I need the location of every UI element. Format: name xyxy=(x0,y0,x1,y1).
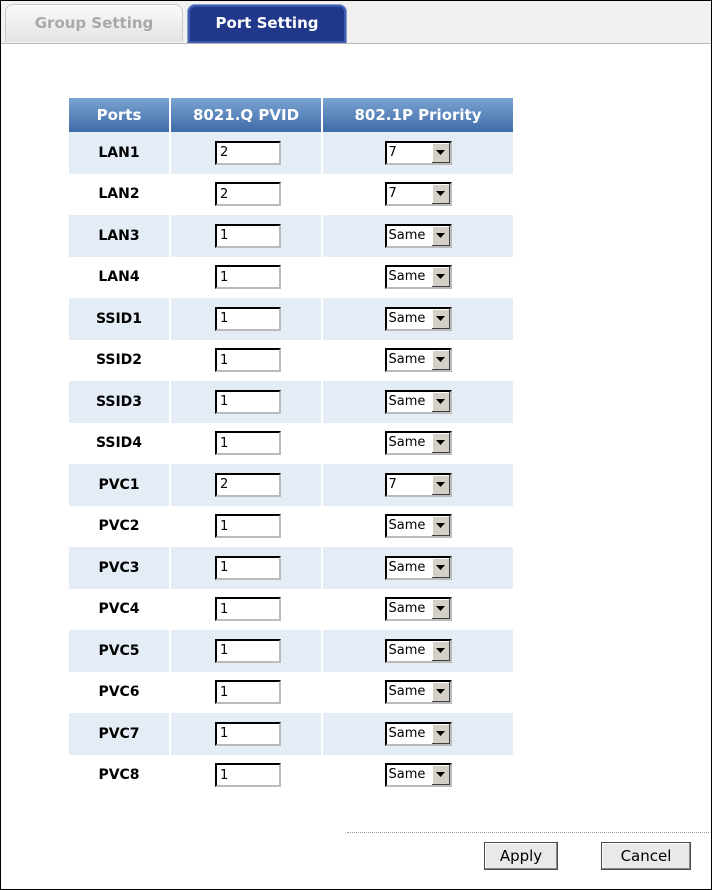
pvid-cell xyxy=(170,713,322,755)
priority-cell xyxy=(322,215,513,257)
pvid-cell xyxy=(170,464,322,506)
apply-button[interactable]: Apply xyxy=(484,842,558,870)
priority-select[interactable] xyxy=(385,348,452,372)
pvid-input[interactable] xyxy=(215,597,281,621)
table-row xyxy=(69,589,513,631)
table-row xyxy=(69,132,513,174)
header-priority: 802.1P Priority xyxy=(322,98,513,132)
pvid-input[interactable] xyxy=(215,431,281,455)
priority-select-value: Same xyxy=(388,684,426,700)
pvid-input[interactable] xyxy=(215,307,281,331)
priority-select-value: 7 xyxy=(388,144,397,160)
priority-select[interactable] xyxy=(385,639,452,663)
pvid-cell xyxy=(170,423,322,465)
table-row xyxy=(69,755,513,797)
pvid-input[interactable] xyxy=(215,224,281,248)
pvid-input[interactable] xyxy=(215,390,281,414)
pvid-cell xyxy=(170,755,322,797)
port-name: PVC8 xyxy=(69,755,170,797)
triangle-down-icon[interactable] xyxy=(431,682,450,702)
priority-select[interactable] xyxy=(385,473,452,497)
table-row xyxy=(69,630,513,672)
pvid-input[interactable] xyxy=(215,265,281,289)
table-row xyxy=(69,298,513,340)
pvid-cell xyxy=(170,257,322,299)
triangle-down-icon[interactable] xyxy=(431,350,450,370)
tab-group-setting[interactable]: Group Setting xyxy=(5,4,183,42)
header-pvid: 8021.Q PVID xyxy=(170,98,322,132)
priority-select-value: Same xyxy=(388,227,426,243)
priority-select[interactable] xyxy=(385,182,452,206)
priority-select-value: Same xyxy=(388,725,426,741)
priority-select[interactable] xyxy=(385,224,452,248)
port-name: PVC5 xyxy=(69,630,170,672)
pvid-cell xyxy=(170,630,322,672)
pvid-input[interactable] xyxy=(215,639,281,663)
port-name: SSID2 xyxy=(69,340,170,382)
priority-select[interactable] xyxy=(385,431,452,455)
port-name: SSID3 xyxy=(69,381,170,423)
priority-select-value: Same xyxy=(388,435,426,451)
pvid-input[interactable] xyxy=(215,514,281,538)
triangle-down-icon[interactable] xyxy=(431,516,450,536)
port-name: PVC6 xyxy=(69,672,170,714)
priority-select[interactable] xyxy=(385,265,452,289)
table-row xyxy=(69,464,513,506)
ports-table-body xyxy=(69,132,513,796)
priority-select[interactable] xyxy=(385,597,452,621)
priority-cell xyxy=(322,464,513,506)
priority-select-value: Same xyxy=(388,393,426,409)
pvid-cell xyxy=(170,298,322,340)
header-ports: Ports xyxy=(69,98,170,132)
priority-select[interactable] xyxy=(385,722,452,746)
priority-cell xyxy=(322,630,513,672)
priority-select[interactable] xyxy=(385,390,452,414)
priority-select[interactable] xyxy=(385,556,452,580)
pvid-input[interactable] xyxy=(215,722,281,746)
table-row xyxy=(69,174,513,216)
priority-select-value: Same xyxy=(388,518,426,534)
priority-select-value: 7 xyxy=(388,186,397,202)
triangle-down-icon[interactable] xyxy=(431,226,450,246)
priority-select-value: Same xyxy=(388,559,426,575)
port-name: LAN3 xyxy=(69,215,170,257)
port-name: SSID1 xyxy=(69,298,170,340)
pvid-input[interactable] xyxy=(215,141,281,165)
triangle-down-icon[interactable] xyxy=(431,433,450,453)
triangle-down-icon[interactable] xyxy=(431,641,450,661)
triangle-down-icon[interactable] xyxy=(431,267,450,287)
priority-cell xyxy=(322,423,513,465)
port-name: SSID4 xyxy=(69,423,170,465)
priority-select-value: Same xyxy=(388,767,426,783)
port-name: LAN4 xyxy=(69,257,170,299)
table-row xyxy=(69,340,513,382)
priority-cell xyxy=(322,713,513,755)
ports-table xyxy=(69,98,513,796)
table-row xyxy=(69,506,513,548)
table-row xyxy=(69,713,513,755)
priority-cell xyxy=(322,257,513,299)
table-row xyxy=(69,423,513,465)
priority-select[interactable] xyxy=(385,763,452,787)
pvid-cell xyxy=(170,340,322,382)
pvid-input[interactable] xyxy=(215,556,281,580)
button-divider xyxy=(347,832,709,833)
pvid-input[interactable] xyxy=(215,680,281,704)
port-name: PVC1 xyxy=(69,464,170,506)
triangle-down-icon[interactable] xyxy=(431,765,450,785)
priority-cell xyxy=(322,174,513,216)
priority-select-value: Same xyxy=(388,352,426,368)
priority-select-value: Same xyxy=(388,601,426,617)
priority-cell xyxy=(322,506,513,548)
cancel-button[interactable]: Cancel xyxy=(601,842,691,870)
table-row xyxy=(69,672,513,714)
table-row xyxy=(69,547,513,589)
priority-cell xyxy=(322,589,513,631)
priority-select-value: 7 xyxy=(388,476,397,492)
port-name: PVC3 xyxy=(69,547,170,589)
pvid-cell xyxy=(170,547,322,589)
tab-port-setting[interactable]: Port Setting xyxy=(187,4,347,43)
triangle-down-icon[interactable] xyxy=(431,599,450,619)
triangle-down-icon[interactable] xyxy=(431,392,450,412)
priority-select-value: Same xyxy=(388,642,426,658)
priority-cell xyxy=(322,547,513,589)
triangle-down-icon[interactable] xyxy=(431,143,450,163)
priority-select[interactable] xyxy=(385,141,452,165)
pvid-cell xyxy=(170,215,322,257)
priority-select-value: Same xyxy=(388,310,426,326)
port-name: LAN1 xyxy=(69,132,170,174)
table-row xyxy=(69,215,513,257)
priority-cell xyxy=(322,298,513,340)
pvid-cell xyxy=(170,132,322,174)
triangle-down-icon[interactable] xyxy=(431,475,450,495)
table-row xyxy=(69,381,513,423)
pvid-input[interactable] xyxy=(215,473,281,497)
triangle-down-icon[interactable] xyxy=(431,309,450,329)
tab-bar xyxy=(1,1,711,44)
pvid-cell xyxy=(170,381,322,423)
port-name: PVC2 xyxy=(69,506,170,548)
priority-select-value: Same xyxy=(388,269,426,285)
priority-select[interactable] xyxy=(385,514,452,538)
table-row xyxy=(69,257,513,299)
triangle-down-icon[interactable] xyxy=(431,724,450,744)
priority-cell xyxy=(322,755,513,797)
priority-cell xyxy=(322,381,513,423)
port-name: PVC7 xyxy=(69,713,170,755)
port-name: PVC4 xyxy=(69,589,170,631)
pvid-cell xyxy=(170,506,322,548)
pvid-cell xyxy=(170,174,322,216)
triangle-down-icon[interactable] xyxy=(431,558,450,578)
pvid-input[interactable] xyxy=(215,182,281,206)
pvid-cell xyxy=(170,589,322,631)
priority-select[interactable] xyxy=(385,680,452,704)
table-header-row xyxy=(69,98,513,132)
port-name: LAN2 xyxy=(69,174,170,216)
priority-cell xyxy=(322,672,513,714)
priority-cell xyxy=(322,132,513,174)
pvid-input[interactable] xyxy=(215,763,281,787)
triangle-down-icon[interactable] xyxy=(431,184,450,204)
pvid-input[interactable] xyxy=(215,348,281,372)
priority-select[interactable] xyxy=(385,307,452,331)
pvid-cell xyxy=(170,672,322,714)
priority-cell xyxy=(322,340,513,382)
